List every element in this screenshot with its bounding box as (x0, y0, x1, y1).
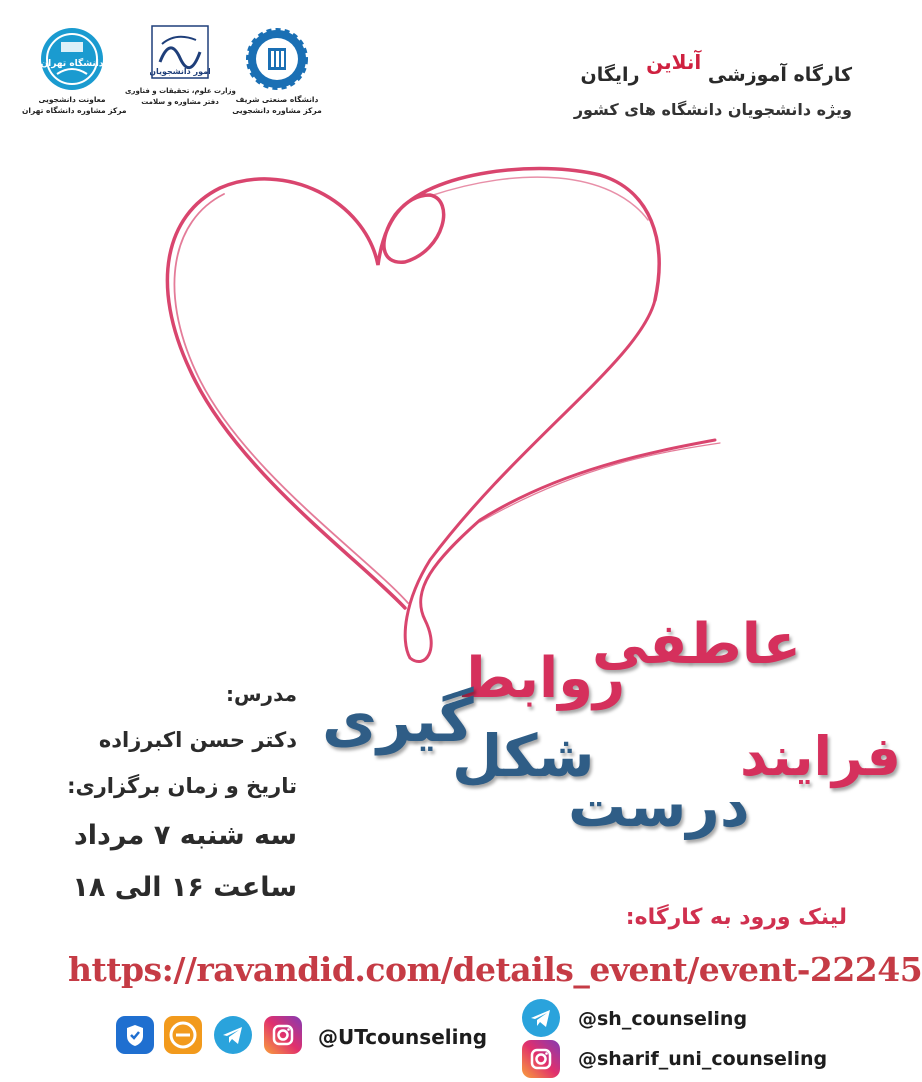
title-word-atefi: عاطفی (592, 612, 801, 677)
ministry-caption-1: وزارت علوم، تحقیقات و فناوری (125, 87, 236, 95)
workshop-url-link[interactable]: https://ravandid.com/details_event/event-22245 (68, 950, 922, 989)
header-part2: رایگان (580, 64, 640, 86)
instructor-name: دکتر حسن اکبرزاده (98, 728, 297, 752)
title-word-giri: گیری (322, 686, 474, 756)
ministry-emblem-text: امور دانشجویان (150, 67, 210, 76)
ita-messenger-icon[interactable] (164, 1016, 202, 1054)
ut-handle[interactable]: @UTcounseling (318, 1025, 488, 1049)
title-word-ravabet: روابط (458, 646, 626, 711)
eitaa-icon[interactable] (116, 1016, 154, 1054)
title-word-farayand: فرایند (740, 725, 901, 788)
ministry-caption-2: دفتر مشاوره و سلامت (141, 98, 219, 106)
header-online: آنلاین (646, 50, 702, 74)
tehran-caption-1: معاونت دانشجویی (38, 95, 106, 104)
instagram-icon[interactable] (522, 1040, 560, 1078)
title-word-dorost: درست (568, 772, 750, 840)
link-label: لینک ورود به کارگاه: (625, 905, 847, 930)
sharif-caption-1: دانشگاه صنعتی شریف (235, 95, 319, 104)
header-part1: کارگاه آموزشی (707, 64, 852, 86)
event-time: ساعت ۱۶ الی ۱۸ (72, 872, 297, 903)
instagram-icon[interactable] (264, 1016, 302, 1054)
sharif-instagram-handle[interactable]: @sharif_uni_counseling (578, 1048, 828, 1070)
sh-telegram-handle[interactable]: @sh_counseling (578, 1008, 748, 1030)
sharif-caption-2: مرکز مشاوره دانشجویی (232, 106, 322, 115)
instructor-label: مدرس: (225, 682, 297, 706)
datetime-label: تاریخ و زمان برگزاری: (67, 774, 297, 798)
telegram-icon[interactable] (214, 1016, 252, 1054)
header-subtitle: ویژه دانشجویان دانشگاه های کشور (573, 100, 852, 119)
event-date: سه شنبه ۷ مرداد (73, 820, 297, 851)
tehran-caption-2: مرکز مشاوره دانشگاه تهران (22, 106, 127, 115)
telegram-icon[interactable] (522, 999, 560, 1037)
tehran-emblem-text: دانشگاه تهران (41, 59, 103, 69)
title-word-shekl: شکل (452, 722, 595, 790)
